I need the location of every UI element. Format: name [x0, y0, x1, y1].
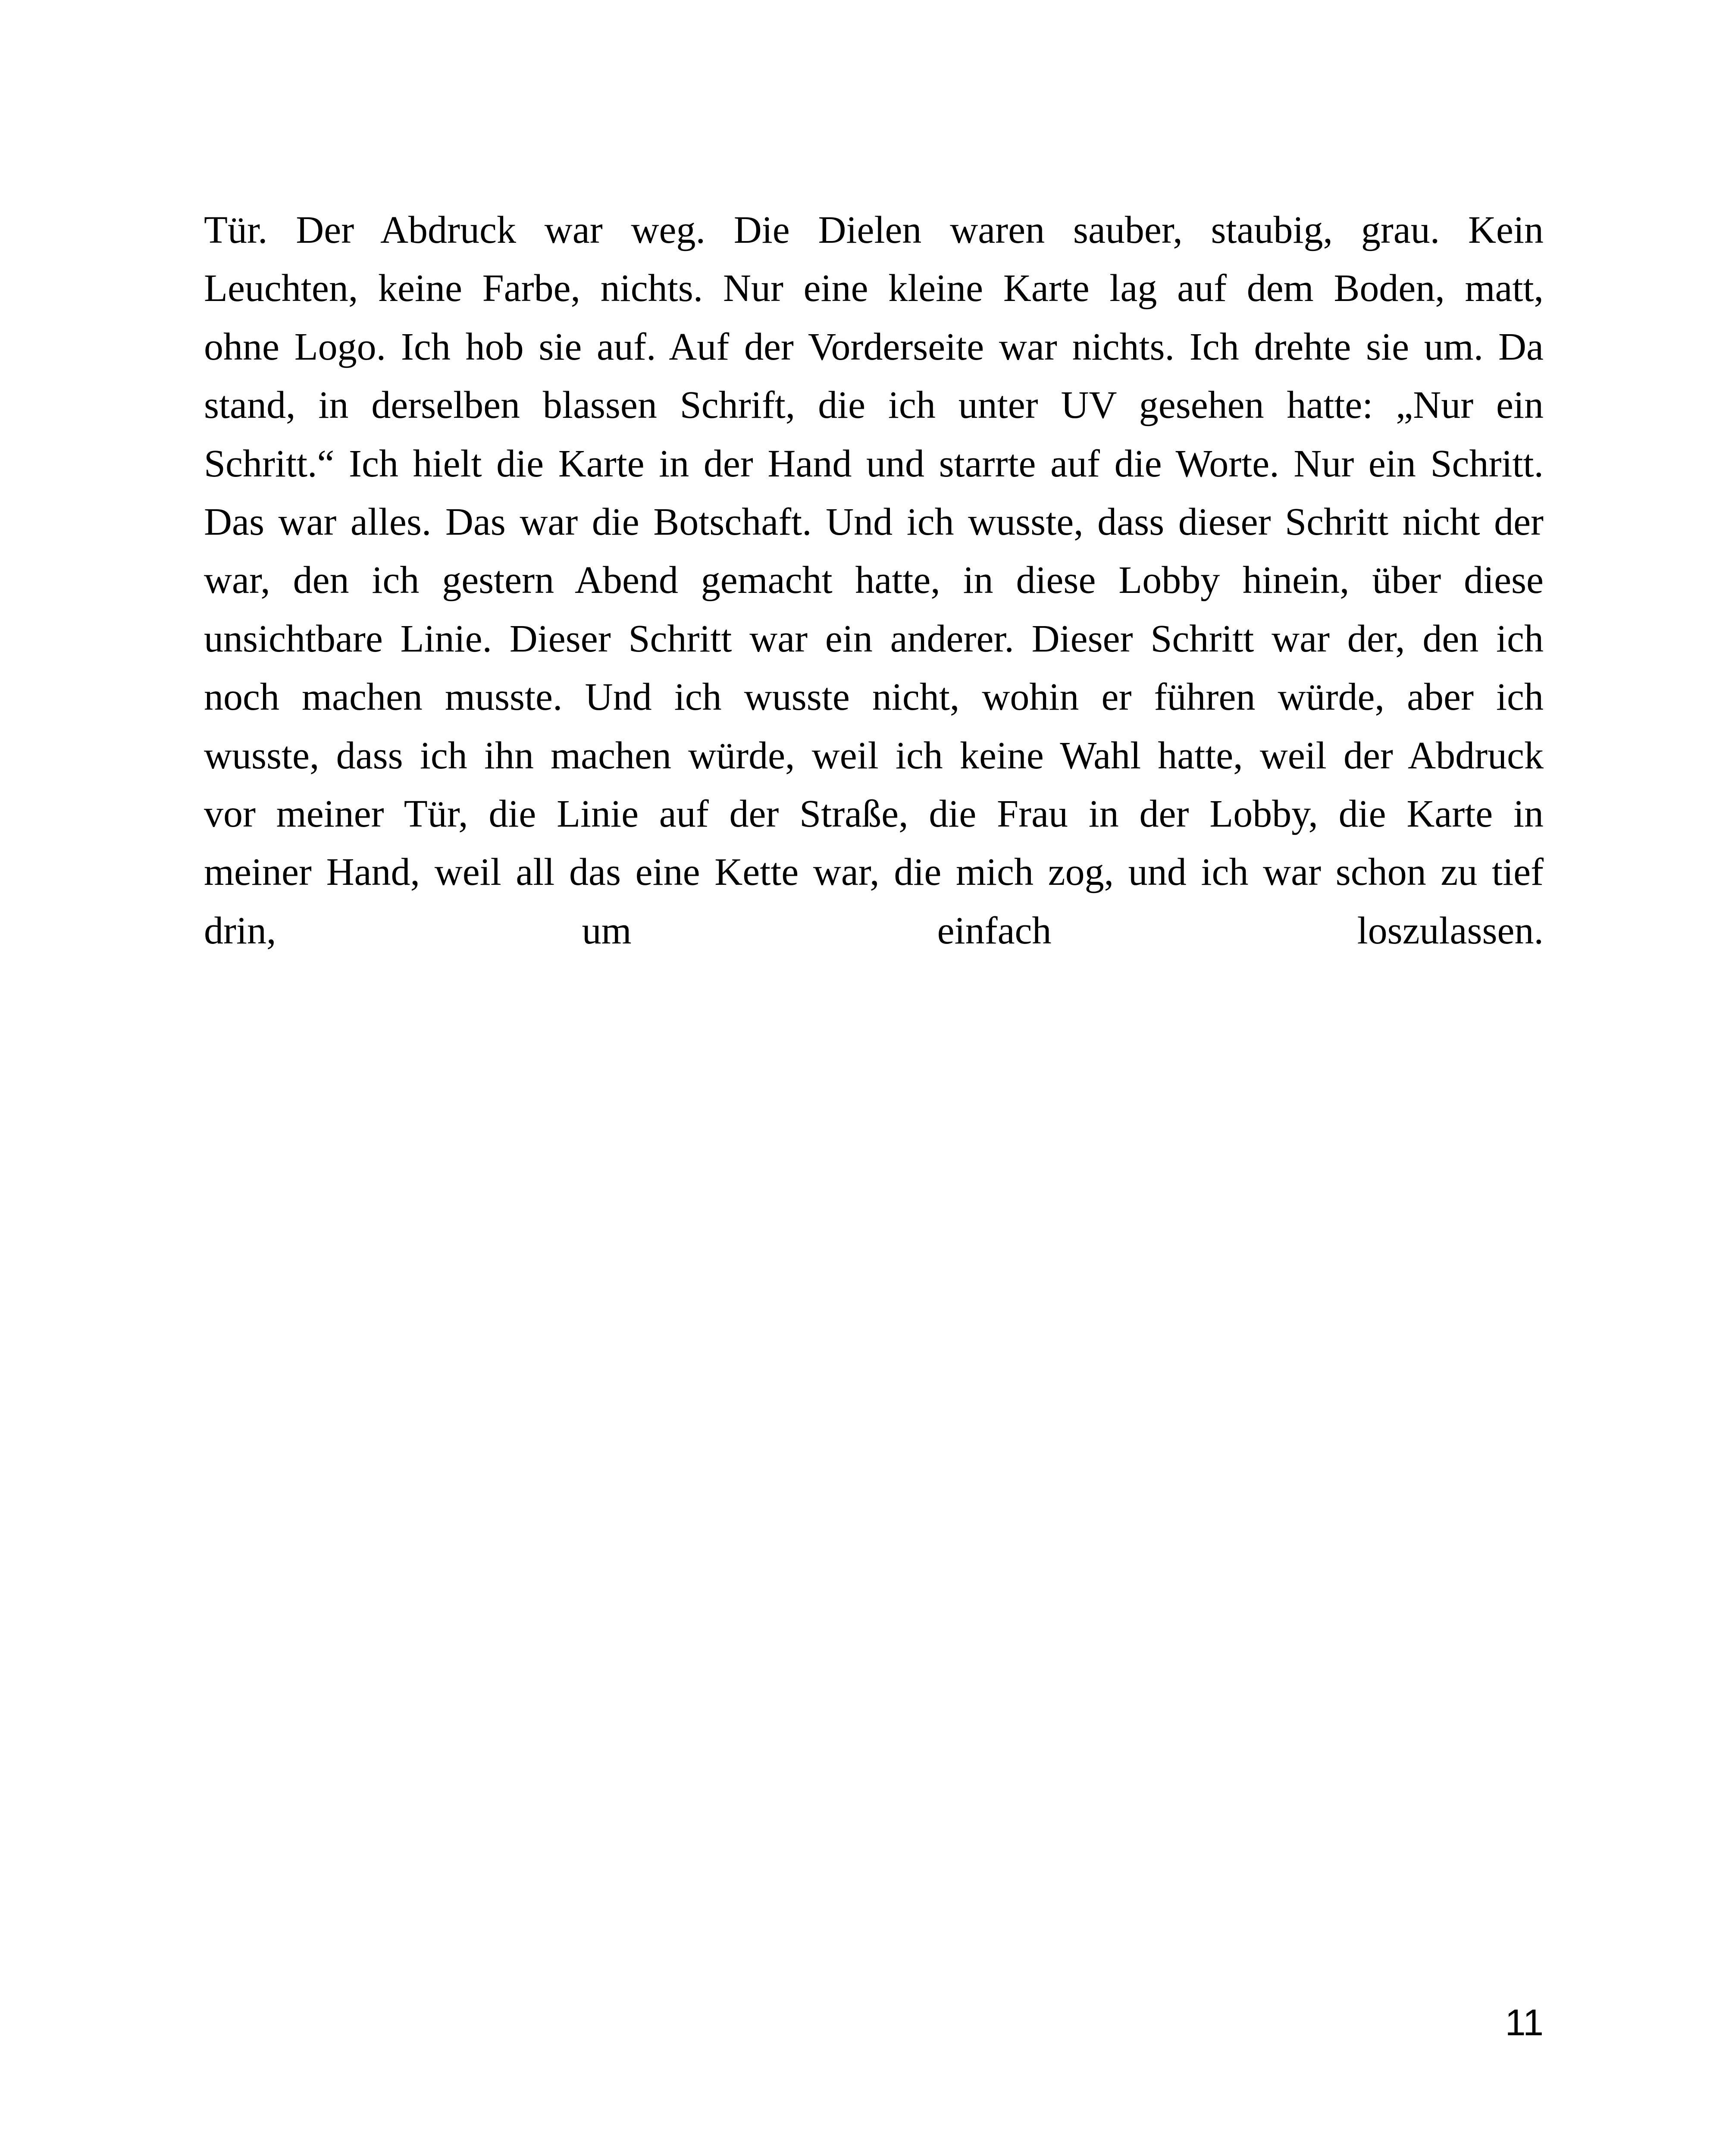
body-paragraph [204, 201, 1544, 960]
paragraph-line: wusste, dass ich ihn machen würde, weil ich keine Wahl hatte, weil der Abdruck [204, 734, 1544, 777]
paragraph-line: meiner Hand, weil all das eine Kette war, die mich zog, und ich war schon zu tief [204, 851, 1544, 894]
paragraph-line: stand, in derselben blassen Schrift, die ich unter UV gesehen hatte: „Nur ein [204, 384, 1544, 427]
paragraph-line: Das war alles. Das war die Botschaft. Und ich wusste, dass dieser Schritt nicht der [204, 500, 1544, 543]
paragraph-line: vor meiner Tür, die Linie auf der Straße, die Frau in der Lobby, die Karte in [204, 792, 1544, 835]
paragraph-line: Schritt.“ Ich hielt die Karte in der Hand und starrte auf die Worte. Nur ein Schritt. [204, 442, 1544, 485]
page-number: 11 [1505, 2002, 1544, 2043]
paragraph-line: noch machen musste. Und ich wusste nicht, wohin er führen würde, aber ich [204, 676, 1544, 719]
paragraph-line: Leuchten, keine Farbe, nichts. Nur eine kleine Karte lag auf dem Boden, matt, [204, 267, 1544, 310]
paragraph-line: unsichtbare Linie. Dieser Schritt war ein anderer. Dieser Schritt war der, den ich [204, 617, 1544, 660]
paragraph-line: ohne Logo. Ich hob sie auf. Auf der Vorderseite war nichts. Ich drehte sie um. Da [204, 325, 1544, 368]
paragraph-line: drin, um einfach loszulassen. [204, 909, 1544, 952]
paragraph-line: war, den ich gestern Abend gemacht hatte, in diese Lobby hinein, über diese [204, 559, 1544, 602]
paragraph-line: Tür. Der Abdruck war weg. Die Dielen waren sauber, staubig, grau. Kein [204, 209, 1544, 251]
